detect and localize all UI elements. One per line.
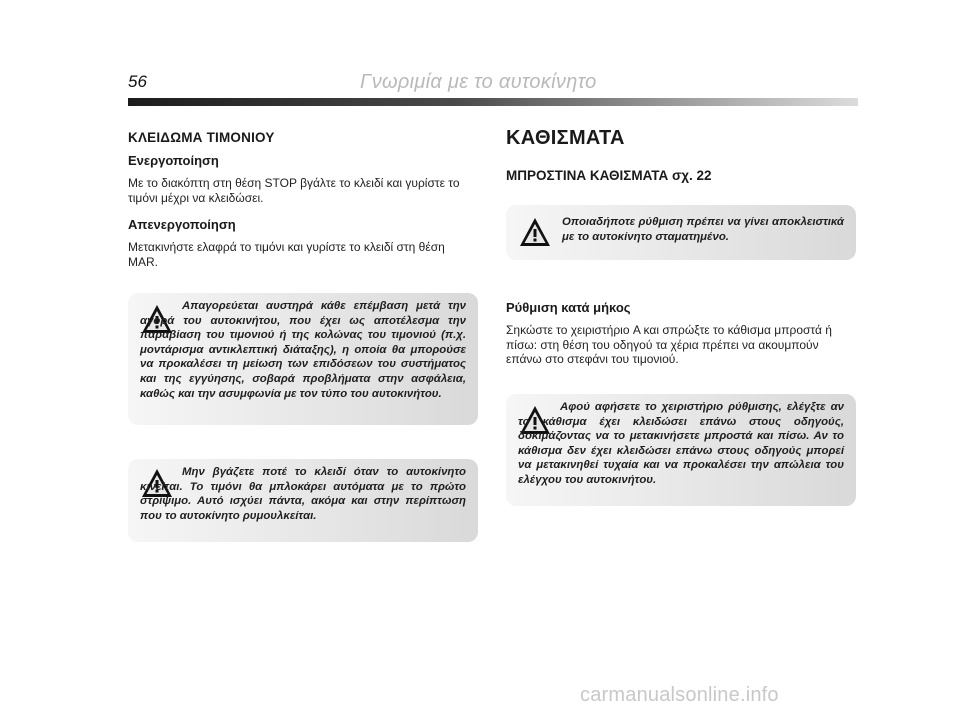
warning-text-seat-lock: Αφού αφήσετε το χειριστήριο ρύθμισης, ελέγξτε αν το κάθισμα έχει κλειδώσει επάνω στους οδηγούς, δοκιμάζοντας να το μετακινήσετε μπροστά και πίσω. Αν το κάθισμα δεν έχει κλειδώσει επάνω στους οδηγούς μπορεί να μετακινηθεί τυχαία και να προκαλέσει την απώλεια του ελέγχου του αυτοκινήτου. (518, 401, 844, 486)
section-heading-steering-lock: ΚΛΕΙΔΩΜΑ ΤΙΜΟΝΙΟΥ (128, 130, 275, 145)
warning-text-tampering: Απαγορεύεται αυστηρά κάθε επέμβαση μετά την αγορά του αυτοκινήτου, που έχει ως αποτέλεσμα την παραβίαση του τιμονιού ή της κολώνας του τιμονιού (π.χ. μοντάρισμα αντικλεπτική διάταξης), η οποία θα μπορούσε να προκαλέσει τη μείωση των επιδόσεων του συστήματος και της εγγύησης, σοβαρά προβλήματα στην ασφάλεια, καθώς και την ασυμφωνία με τον τύπο του αυτοκινήτου. (140, 300, 466, 400)
deactivation-text: Μετακινήστε ελαφρά το τιμόνι και γυρίστε το κλειδί στη θέση MAR. (128, 240, 445, 269)
header-divider (128, 98, 858, 106)
deactivation-title: Απενεργοποίηση (128, 217, 236, 232)
length-adjust-title: Ρύθμιση κατά μήκος (506, 300, 631, 315)
front-seats-heading: ΜΠΡΟΣΤΙΝΑ ΚΑΘΙΣΜΑΤΑ σχ. 22 (506, 168, 712, 183)
watermark: carmanualsonline.info (580, 684, 779, 706)
right-column (506, 127, 856, 191)
length-adjust-section (506, 300, 856, 367)
length-adjust-text: Σηκώστε το χειριστήριο A και σπρώξτε το κάθισμα μπροστά ή πίσω: στη θέση του οδηγού τα χέρια πρέπει να ακουμπούν επάνω στο στεφάνι του τιμονιού. (506, 323, 832, 366)
page-title: Γνωριμία με το αυτοκίνητο (360, 71, 597, 93)
warning-triangle-icon (518, 216, 552, 248)
left-column (128, 130, 478, 269)
section-heading-seats: ΚΑΘΙΣΜΑΤΑ (506, 127, 625, 149)
warning-text-adjust-stopped: Οποιαδήποτε ρύθμιση πρέπει να γίνει αποκλειστικά με το αυτοκίνητο σταματημένο. (562, 216, 844, 243)
warning-box-key-removal (128, 459, 478, 542)
page-header (128, 70, 858, 110)
activation-title: Ενεργοποίηση (128, 153, 219, 168)
warning-box-tampering (128, 293, 478, 425)
warning-text-key-removal: Μην βγάζετε ποτέ το κλειδί όταν το αυτοκίνητο κινείται. Το τιμόνι θα μπλοκάρει αυτόματα με το πρώτο στρίψιμο. Αυτό ισχύει πάντα, ακόμα και στην περίπτωση που το αυτοκίνητο ρυμουλκείται. (140, 466, 466, 522)
warning-box-adjust-stopped (506, 205, 856, 260)
page-number: 56 (128, 72, 147, 91)
warning-box-seat-lock (506, 394, 856, 506)
activation-text: Με το διακόπτη στη θέση STOP βγάλτε το κλειδί και γυρίστε το τιμόνι μέχρι να κλειδώσει. (128, 176, 460, 205)
